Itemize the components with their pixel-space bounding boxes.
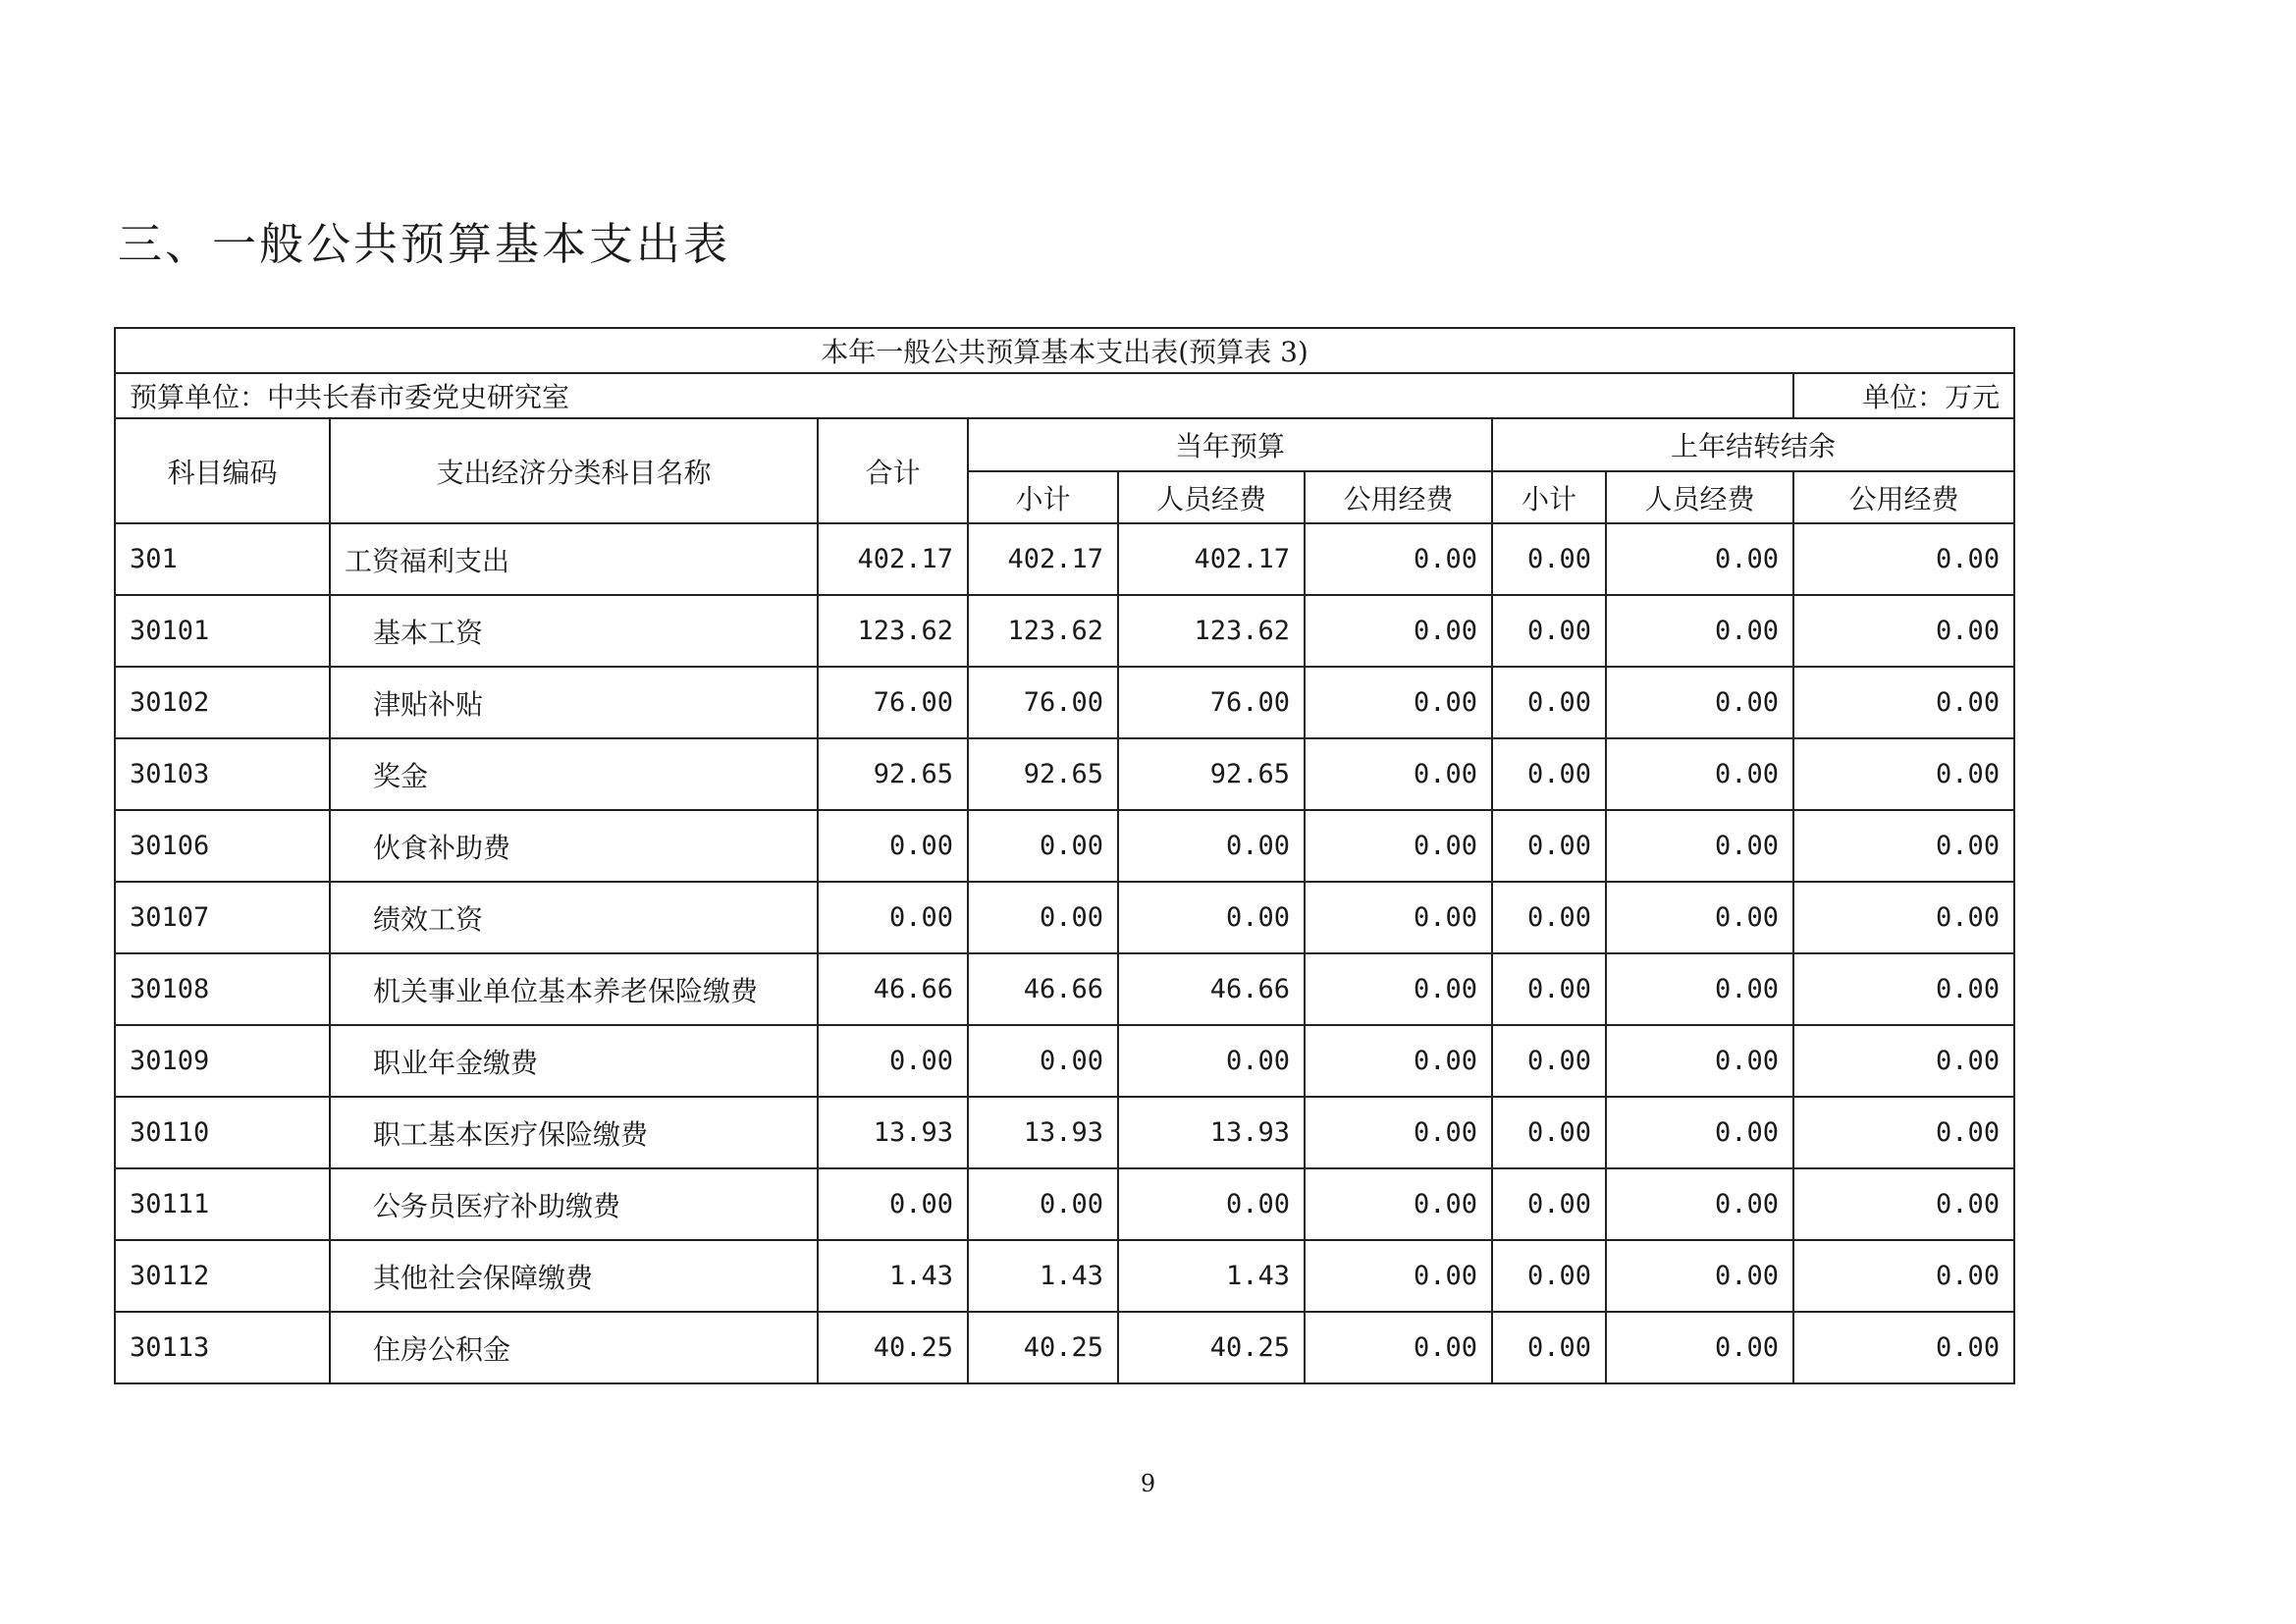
table-row [115, 1097, 2014, 1168]
header-carryover: 上年结转结余 [1492, 418, 2014, 471]
cell-code: 30110 [115, 1097, 330, 1168]
cell-code: 30108 [115, 953, 330, 1025]
cell-cy-public: 0.00 [1305, 667, 1492, 738]
cell-total: 46.66 [818, 953, 968, 1025]
header-co-personnel: 人员经费 [1606, 471, 1793, 523]
table-title: 本年一般公共预算基本支出表(预算表 3) [115, 328, 2014, 373]
table-row [115, 1240, 2014, 1312]
cell-co-personnel: 0.00 [1606, 523, 1793, 595]
cell-co-personnel: 0.00 [1606, 1168, 1793, 1240]
cell-cy-subtotal: 0.00 [968, 1025, 1118, 1097]
currency-unit-label: 单位：万元 [1793, 373, 2014, 418]
cell-co-public: 0.00 [1793, 1168, 2014, 1240]
table-row [115, 1025, 2014, 1097]
cell-cy-personnel: 76.00 [1118, 667, 1305, 738]
cell-name: 伙食补助费 [330, 810, 818, 882]
cell-total: 0.00 [818, 810, 968, 882]
cell-code: 30111 [115, 1168, 330, 1240]
cell-cy-personnel: 0.00 [1118, 882, 1305, 953]
cell-code: 30107 [115, 882, 330, 953]
cell-name: 住房公积金 [330, 1312, 818, 1383]
header-code: 科目编码 [115, 418, 330, 523]
cell-co-public: 0.00 [1793, 667, 2014, 738]
cell-cy-personnel: 123.62 [1118, 595, 1305, 667]
cell-cy-subtotal: 123.62 [968, 595, 1118, 667]
cell-co-public: 0.00 [1793, 953, 2014, 1025]
cell-co-public: 0.00 [1793, 882, 2014, 953]
cell-cy-public: 0.00 [1305, 882, 1492, 953]
cell-total: 40.25 [818, 1312, 968, 1383]
header-name: 支出经济分类科目名称 [330, 418, 818, 523]
cell-cy-subtotal: 92.65 [968, 738, 1118, 810]
cell-co-subtotal: 0.00 [1492, 1025, 1606, 1097]
header-co-subtotal: 小计 [1492, 471, 1606, 523]
table-row [115, 523, 2014, 595]
cell-cy-subtotal: 0.00 [968, 810, 1118, 882]
cell-name: 工资福利支出 [330, 523, 818, 595]
cell-cy-public: 0.00 [1305, 738, 1492, 810]
cell-cy-personnel: 0.00 [1118, 1168, 1305, 1240]
cell-code: 30113 [115, 1312, 330, 1383]
cell-cy-subtotal: 402.17 [968, 523, 1118, 595]
cell-co-personnel: 0.00 [1606, 1025, 1793, 1097]
cell-total: 76.00 [818, 667, 968, 738]
cell-co-public: 0.00 [1793, 1025, 2014, 1097]
cell-cy-personnel: 0.00 [1118, 1025, 1305, 1097]
header-cy-subtotal: 小计 [968, 471, 1118, 523]
cell-name: 绩效工资 [330, 882, 818, 953]
cell-co-subtotal: 0.00 [1492, 882, 1606, 953]
cell-co-public: 0.00 [1793, 523, 2014, 595]
table-row [115, 738, 2014, 810]
cell-cy-public: 0.00 [1305, 1168, 1492, 1240]
cell-total: 13.93 [818, 1097, 968, 1168]
cell-co-personnel: 0.00 [1606, 882, 1793, 953]
cell-co-public: 0.00 [1793, 1312, 2014, 1383]
table-row [115, 953, 2014, 1025]
cell-co-subtotal: 0.00 [1492, 667, 1606, 738]
cell-code: 30102 [115, 667, 330, 738]
cell-cy-subtotal: 1.43 [968, 1240, 1118, 1312]
table-row [115, 882, 2014, 953]
cell-cy-subtotal: 76.00 [968, 667, 1118, 738]
cell-cy-public: 0.00 [1305, 1312, 1492, 1383]
cell-co-personnel: 0.00 [1606, 1312, 1793, 1383]
page-number: 9 [1140, 1470, 1156, 1497]
cell-total: 123.62 [818, 595, 968, 667]
cell-total: 0.00 [818, 882, 968, 953]
cell-co-personnel: 0.00 [1606, 1240, 1793, 1312]
header-cy-personnel: 人员经费 [1118, 471, 1305, 523]
cell-name: 职业年金缴费 [330, 1025, 818, 1097]
cell-name: 奖金 [330, 738, 818, 810]
cell-cy-personnel: 40.25 [1118, 1312, 1305, 1383]
cell-cy-personnel: 0.00 [1118, 810, 1305, 882]
header-co-public: 公用经费 [1793, 471, 2014, 523]
cell-name: 基本工资 [330, 595, 818, 667]
cell-total: 92.65 [818, 738, 968, 810]
cell-cy-subtotal: 0.00 [968, 882, 1118, 953]
header-total: 合计 [818, 418, 968, 523]
cell-code: 30101 [115, 595, 330, 667]
cell-total: 1.43 [818, 1240, 968, 1312]
cell-co-subtotal: 0.00 [1492, 1097, 1606, 1168]
cell-cy-public: 0.00 [1305, 1025, 1492, 1097]
cell-code: 30109 [115, 1025, 330, 1097]
cell-co-subtotal: 0.00 [1492, 1240, 1606, 1312]
cell-co-subtotal: 0.00 [1492, 1312, 1606, 1383]
cell-name: 职工基本医疗保险缴费 [330, 1097, 818, 1168]
cell-cy-personnel: 13.93 [1118, 1097, 1305, 1168]
cell-code: 301 [115, 523, 330, 595]
cell-co-public: 0.00 [1793, 738, 2014, 810]
cell-co-public: 0.00 [1793, 1097, 2014, 1168]
cell-cy-public: 0.00 [1305, 1097, 1492, 1168]
cell-co-personnel: 0.00 [1606, 953, 1793, 1025]
cell-total: 0.00 [818, 1025, 968, 1097]
cell-cy-public: 0.00 [1305, 595, 1492, 667]
cell-co-subtotal: 0.00 [1492, 595, 1606, 667]
cell-co-personnel: 0.00 [1606, 738, 1793, 810]
cell-total: 402.17 [818, 523, 968, 595]
cell-co-public: 0.00 [1793, 595, 2014, 667]
cell-co-subtotal: 0.00 [1492, 523, 1606, 595]
cell-co-personnel: 0.00 [1606, 595, 1793, 667]
cell-cy-subtotal: 40.25 [968, 1312, 1118, 1383]
budget-expenditure-table [114, 327, 2015, 1384]
cell-cy-public: 0.00 [1305, 810, 1492, 882]
page-title: 三、一般公共预算基本支出表 [118, 218, 731, 270]
cell-code: 30103 [115, 738, 330, 810]
cell-name: 公务员医疗补助缴费 [330, 1168, 818, 1240]
budget-unit-label: 预算单位：中共长春市委党史研究室 [115, 373, 1793, 418]
table-row [115, 595, 2014, 667]
table-row [115, 1168, 2014, 1240]
cell-cy-personnel: 92.65 [1118, 738, 1305, 810]
cell-co-public: 0.00 [1793, 810, 2014, 882]
header-row-1 [115, 418, 2014, 471]
cell-cy-personnel: 46.66 [1118, 953, 1305, 1025]
cell-cy-subtotal: 13.93 [968, 1097, 1118, 1168]
cell-cy-public: 0.00 [1305, 953, 1492, 1025]
cell-code: 30112 [115, 1240, 330, 1312]
cell-co-public: 0.00 [1793, 1240, 2014, 1312]
table-row [115, 667, 2014, 738]
cell-name: 津贴补贴 [330, 667, 818, 738]
cell-total: 0.00 [818, 1168, 968, 1240]
cell-co-subtotal: 0.00 [1492, 738, 1606, 810]
cell-co-subtotal: 0.00 [1492, 1168, 1606, 1240]
table-row [115, 810, 2014, 882]
cell-co-personnel: 0.00 [1606, 667, 1793, 738]
cell-name: 其他社会保障缴费 [330, 1240, 818, 1312]
cell-name: 机关事业单位基本养老保险缴费 [330, 953, 818, 1025]
table-row [115, 1312, 2014, 1383]
cell-cy-personnel: 1.43 [1118, 1240, 1305, 1312]
cell-cy-public: 0.00 [1305, 1240, 1492, 1312]
cell-co-personnel: 0.00 [1606, 810, 1793, 882]
cell-co-subtotal: 0.00 [1492, 810, 1606, 882]
table-title-row [115, 328, 2014, 373]
cell-cy-public: 0.00 [1305, 523, 1492, 595]
cell-cy-personnel: 402.17 [1118, 523, 1305, 595]
cell-co-subtotal: 0.00 [1492, 953, 1606, 1025]
cell-cy-subtotal: 0.00 [968, 1168, 1118, 1240]
table-unit-row [115, 373, 2014, 418]
header-current-year: 当年预算 [968, 418, 1492, 471]
cell-co-personnel: 0.00 [1606, 1097, 1793, 1168]
header-cy-public: 公用经费 [1305, 471, 1492, 523]
cell-code: 30106 [115, 810, 330, 882]
cell-cy-subtotal: 46.66 [968, 953, 1118, 1025]
